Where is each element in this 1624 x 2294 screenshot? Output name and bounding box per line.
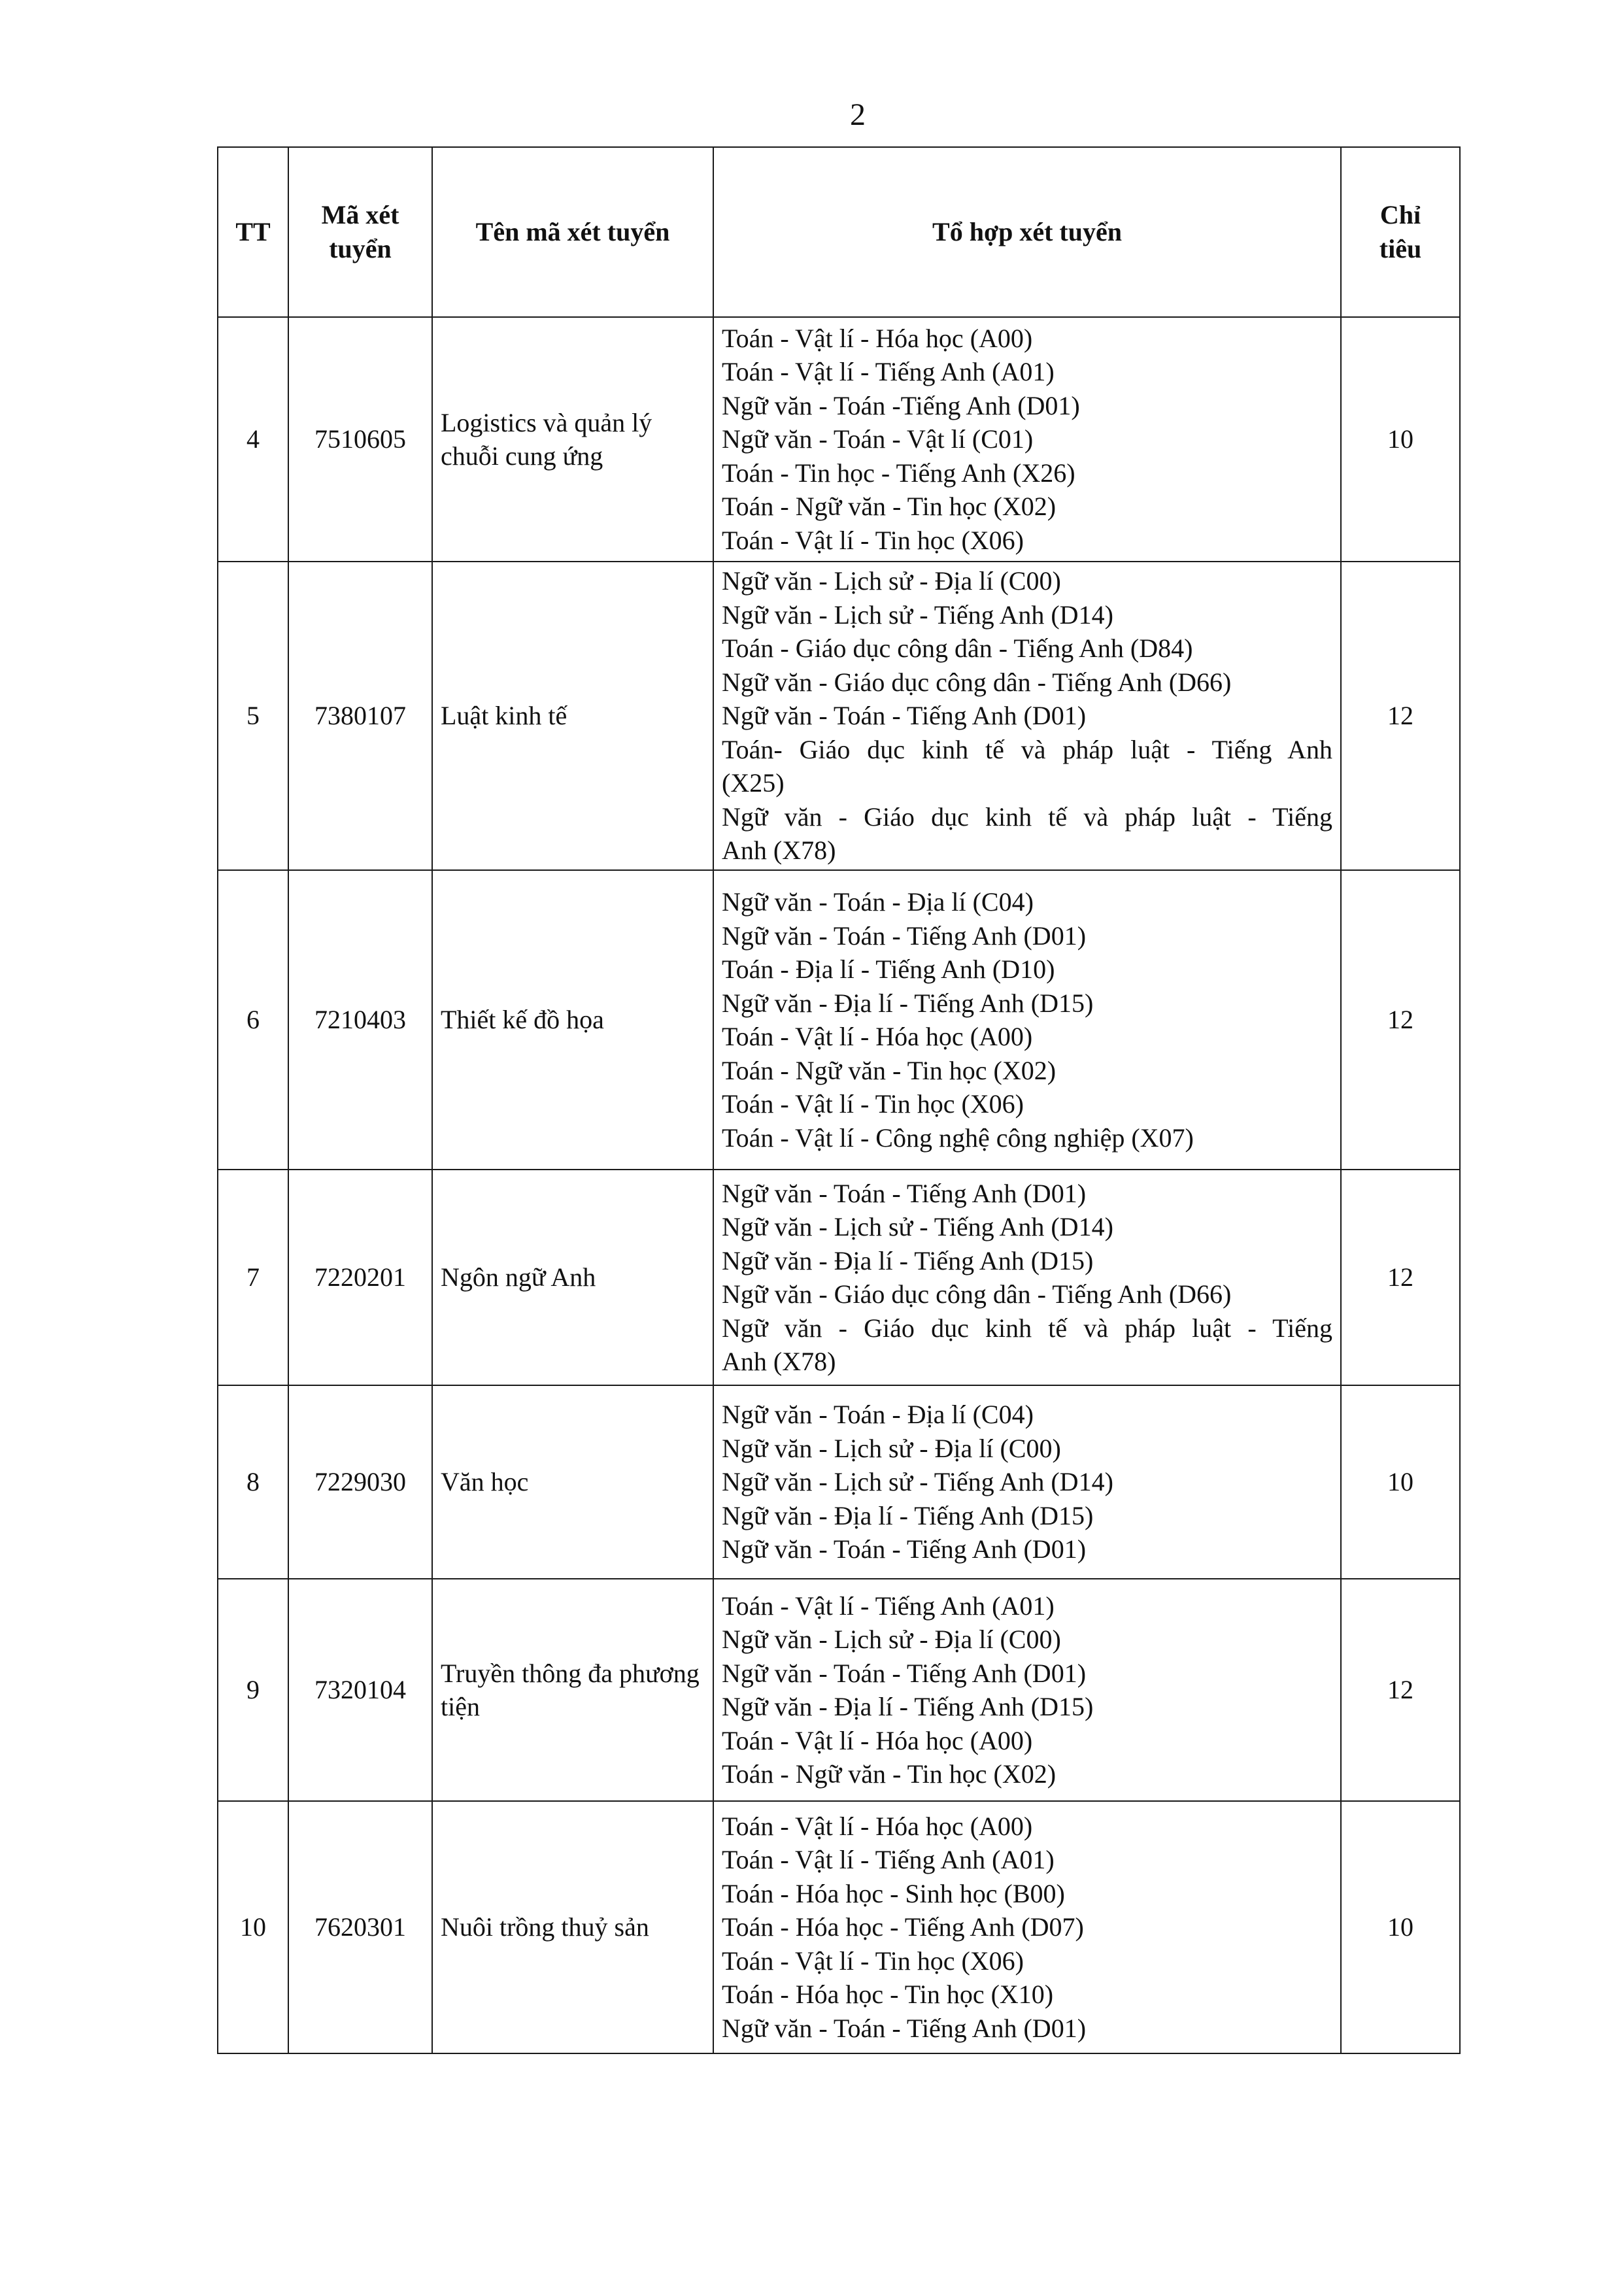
combo-line: Ngữ văn - Toán - Tiếng Anh (D01): [722, 701, 1087, 731]
page-number: 2: [850, 97, 866, 132]
cell-name: Luật kinh tế: [432, 562, 713, 870]
combo-line: Ngữ văn - Giáo dục công dân - Tiếng Anh (D66): [722, 1279, 1232, 1309]
table-row: [218, 870, 1460, 1170]
combo-line: Ngữ văn - Lịch sử - Tiếng Anh (D14): [722, 599, 1113, 630]
cell-tt: 7: [218, 1170, 288, 1385]
cell-combos: [713, 562, 1341, 870]
cell-tt: 6: [218, 870, 288, 1170]
combo-line: Toán - Vật lí - Hóa học (A00): [722, 1725, 1033, 1755]
combo-line: Toán - Vật lí - Công nghệ công nghiệp (X07): [722, 1122, 1194, 1153]
admissions-table: [217, 146, 1461, 2054]
header-quota-line: Chỉ: [1379, 200, 1421, 229]
combo-line: Toán - Vật lí - Tiếng Anh (A01): [722, 1591, 1055, 1621]
combo-line: (X25): [722, 768, 785, 798]
combo-line: Toán - Vật lí - Hóa học (A00): [722, 1811, 1033, 1841]
cell-code: 7620301: [288, 1801, 432, 2053]
cell-code: 7210403: [288, 870, 432, 1170]
header-code-line: tuyển: [329, 234, 392, 263]
cell-code: 7320104: [288, 1579, 432, 1801]
combo-line: Ngữ văn - Toán -Tiếng Anh (D01): [722, 390, 1080, 420]
cell-code: 7220201: [288, 1170, 432, 1385]
combo-line: Toán - Hóa học - Tiếng Anh (D07): [722, 1912, 1084, 1942]
header-quota: [1341, 147, 1460, 317]
combo-line: Ngữ văn - Giáo dục công dân - Tiếng Anh (D66): [722, 667, 1232, 697]
combo-line: Toán - Địa lí - Tiếng Anh (D10): [722, 954, 1055, 984]
cell-quota: 12: [1341, 1579, 1460, 1801]
cell-tt: 5: [218, 562, 288, 870]
cell-name: Thiết kế đồ họa: [432, 870, 713, 1170]
cell-tt: 9: [218, 1579, 288, 1801]
cell-tt: 10: [218, 1801, 288, 2053]
combo-line: Ngữ văn - Địa lí - Tiếng Anh (D15): [722, 1692, 1094, 1721]
combo-line: Ngữ văn - Lịch sử - Địa lí (C00): [722, 1625, 1061, 1654]
combo-line: Anh (X78): [722, 835, 836, 866]
combo-line: Toán - Vật lí - Tin học (X06): [722, 1946, 1024, 1976]
combo-line: Ngữ văn - Địa lí - Tiếng Anh (D15): [722, 1500, 1094, 1530]
combo-line: Toán - Hóa học - Tin học (X10): [722, 1980, 1054, 2010]
cell-code: 7510605: [288, 317, 432, 562]
header-row: [218, 147, 1460, 317]
combo-line: Ngữ văn - Toán - Tiếng Anh (D01): [722, 1178, 1087, 1208]
combo-line: Toán - Ngữ văn - Tin học (X02): [722, 492, 1057, 522]
cell-quota: 10: [1341, 1801, 1460, 2053]
combo-line: Toán - Tin học - Tiếng Anh (X26): [722, 458, 1075, 488]
header-code-line: Mã xét: [321, 200, 399, 229]
cell-name: Ngôn ngữ Anh: [432, 1170, 713, 1385]
combo-line: Ngữ văn - Lịch sử - Tiếng Anh (D14): [722, 1212, 1113, 1241]
table-row: [218, 562, 1460, 870]
header-name: Tên mã xét tuyển: [432, 147, 713, 317]
combo-line: Ngữ văn - Lịch sử - Địa lí (C00): [722, 566, 1061, 596]
cell-combos: [713, 317, 1341, 562]
combo-line: Ngữ văn - Toán - Tiếng Anh (D01): [722, 1658, 1087, 1688]
cell-combos: [713, 1801, 1341, 2053]
cell-code: 7229030: [288, 1385, 432, 1579]
combo-line: Toán - Vật lí - Hóa học (A00): [722, 1022, 1033, 1051]
table-row: [218, 1385, 1460, 1579]
combo-line: Ngữ văn - Toán - Vật lí (C01): [722, 424, 1034, 454]
header-tt: TT: [218, 147, 288, 317]
combo-line: Ngữ văn - Toán - Tiếng Anh (D01): [722, 1534, 1087, 1564]
combo-line: Ngữ văn - Toán - Địa lí (C04): [722, 887, 1034, 917]
cell-quota: 12: [1341, 562, 1460, 870]
cell-quota: 12: [1341, 870, 1460, 1170]
table-row: [218, 1170, 1460, 1385]
combo-line: Anh (X78): [722, 1347, 836, 1376]
combo-line: Ngữ văn - Toán - Tiếng Anh (D01): [722, 920, 1087, 951]
combo-line: Toán - Vật lí - Tiếng Anh (A01): [722, 357, 1055, 387]
combo-line: Toán- Giáo dục kinh tế và pháp luật - Tiếng Anh: [722, 734, 1332, 764]
combo-line: Ngữ văn - Giáo dục kinh tế và pháp luật - Tiếng: [722, 801, 1332, 832]
cell-quota: 12: [1341, 1170, 1460, 1385]
cell-combos: [713, 1170, 1341, 1385]
combo-line: Ngữ văn - Địa lí - Tiếng Anh (D15): [722, 1245, 1094, 1275]
combo-line: Ngữ văn - Toán - Địa lí (C04): [722, 1400, 1034, 1430]
combo-line: Toán - Vật lí - Tin học (X06): [722, 525, 1024, 555]
cell-name: Truyền thông đa phương tiện: [432, 1579, 713, 1801]
combo-line: Ngữ văn - Giáo dục kinh tế và pháp luật - Tiếng: [722, 1313, 1332, 1343]
combo-line: Toán - Hóa học - Sinh học (B00): [722, 1878, 1065, 1908]
header-code: [288, 147, 432, 317]
combo-line: Toán - Vật lí - Tin học (X06): [722, 1089, 1024, 1119]
cell-name: Nuôi trồng thuỷ sản: [432, 1801, 713, 2053]
combo-line: Ngữ văn - Toán - Tiếng Anh (D01): [722, 2013, 1087, 2043]
table-row: [218, 1579, 1460, 1801]
header-combos: Tổ hợp xét tuyển: [713, 147, 1341, 317]
table-row: [218, 317, 1460, 562]
combo-line: Ngữ văn - Lịch sử - Tiếng Anh (D14): [722, 1467, 1113, 1497]
cell-combos: [713, 870, 1341, 1170]
header-quota-line: tiêu: [1379, 234, 1422, 263]
combo-line: Toán - Ngữ văn - Tin học (X02): [722, 1759, 1057, 1789]
combo-line: Toán - Giáo dục công dân - Tiếng Anh (D84): [722, 633, 1193, 664]
combo-line: Toán - Ngữ văn - Tin học (X02): [722, 1055, 1057, 1085]
combo-line: Toán - Vật lí - Tiếng Anh (A01): [722, 1845, 1055, 1875]
cell-name: Văn học: [432, 1385, 713, 1579]
cell-name: Logistics và quản lý chuỗi cung ứng: [432, 317, 713, 562]
cell-combos: [713, 1385, 1341, 1579]
combo-line: Ngữ văn - Lịch sử - Địa lí (C00): [722, 1433, 1061, 1463]
cell-combos: [713, 1579, 1341, 1801]
cell-quota: 10: [1341, 317, 1460, 562]
cell-quota: 10: [1341, 1385, 1460, 1579]
cell-code: 7380107: [288, 562, 432, 870]
table-row: [218, 1801, 1460, 2053]
combo-line: Ngữ văn - Địa lí - Tiếng Anh (D15): [722, 988, 1094, 1018]
cell-tt: 8: [218, 1385, 288, 1579]
combo-line: Toán - Vật lí - Hóa học (A00): [722, 323, 1033, 353]
cell-tt: 4: [218, 317, 288, 562]
